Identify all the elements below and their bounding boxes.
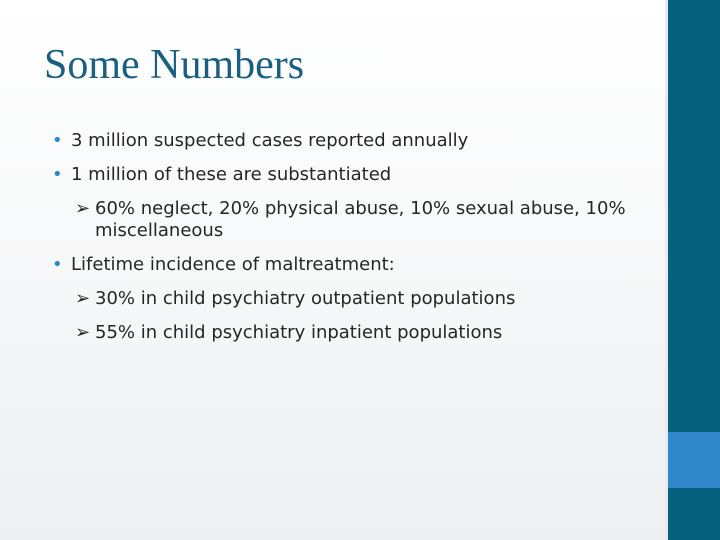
side-accent-block [668, 432, 720, 488]
arrow-bullet-icon: ➢ [75, 322, 91, 343]
sub-bullet-item [52, 322, 652, 344]
bullet-text: Lifetime incidence of maltreatment: [71, 254, 395, 275]
sub-bullet-text: 30% in child psychiatry outpatient populations [95, 288, 516, 309]
sub-bullet-item [52, 198, 652, 242]
bullet-text: 1 million of these are substantiated [71, 164, 392, 185]
sub-bullet-text: 55% in child psychiatry inpatient populations [95, 322, 503, 343]
bullet-dot-icon: • [52, 164, 63, 185]
bullet-dot-icon: • [52, 254, 63, 275]
arrow-bullet-icon: ➢ [75, 288, 91, 309]
slide-body [52, 130, 652, 356]
sub-bullet-item [52, 288, 652, 310]
arrow-bullet-icon: ➢ [75, 198, 91, 219]
bullet-text: 3 million suspected cases reported annually [71, 130, 469, 151]
bullet-item [52, 164, 652, 186]
bullet-item [52, 254, 652, 276]
bullet-item [52, 130, 652, 152]
sub-bullet-text: 60% neglect, 20% physical abuse, 10% sexual abuse, 10% miscellaneous [95, 198, 626, 241]
slide-title: Some Numbers [44, 42, 305, 88]
bullet-dot-icon: • [52, 130, 63, 151]
